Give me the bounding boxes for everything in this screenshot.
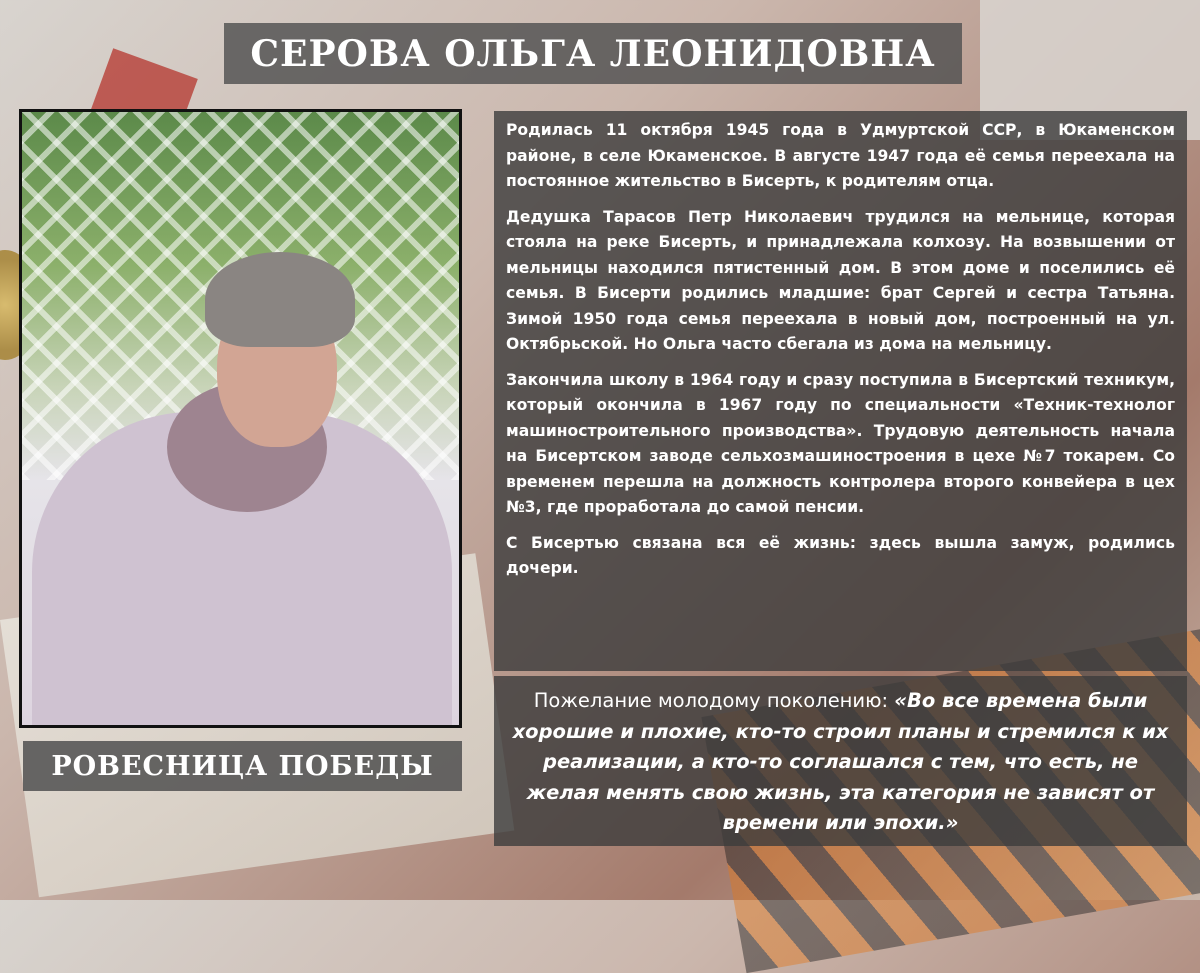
wish-quote: «Во все времена были хорошие и плохие, кто-то строил планы и стремился к их реализации, а кто-то соглашался с тем, что есть, не желая менять свою жизнь, эта категория не зависят от времени или эпохи.» — [512, 689, 1169, 834]
portrait-hair — [205, 252, 355, 347]
wish-panel — [494, 676, 1187, 846]
biography-panel — [494, 111, 1187, 671]
title-banner — [224, 23, 962, 84]
page-title: СЕРОВА ОЛЬГА ЛЕОНИДОВНА — [250, 32, 936, 75]
bio-paragraph: Дедушка Тарасов Петр Николаевич трудился на мельнице, которая стояла на реке Бисерть, и принадлежала колхозу. На возвышении от мельницы находился пятистенный дом. В этом доме и поселились её семья. В Бисерти родились младшие: брат Сергей и сестра Татьяна. Зимой 1950 года семья переехала в новый дом, построенный на ул. Октябрьской. Но Ольга часто сбегала из дома на мельницу. — [506, 207, 1175, 353]
caption-banner — [23, 741, 462, 791]
bio-paragraph: С Бисертью связана вся её жизнь: здесь вышла замуж, родились дочери. — [506, 533, 1175, 577]
portrait-photo — [19, 109, 462, 728]
bio-paragraph: Родилась 11 октября 1945 года в Удмуртской ССР, в Юкаменском районе, в селе Юкаменское. В августе 1947 года её семья переехала на постоянное жительство в Бисерть, к родителям отца. — [506, 121, 1175, 190]
wish-lead: Пожелание молодому поколению: — [533, 689, 895, 712]
bio-paragraph: Закончила школу в 1964 году и сразу поступила в Бисертский техникум, который окончила в 1967 году по специальности «Техник-технолог машиностроительного производства». Трудовую деятельность начала на Бисертском заводе сельхозмашиностроения в цехе №7 токарем. Со временем перешла на должность контролера второго конвейера в цех №3, где проработала до самой пенсии. — [506, 370, 1175, 516]
caption-text: РОВЕСНИЦА ПОБЕДЫ — [51, 750, 434, 782]
